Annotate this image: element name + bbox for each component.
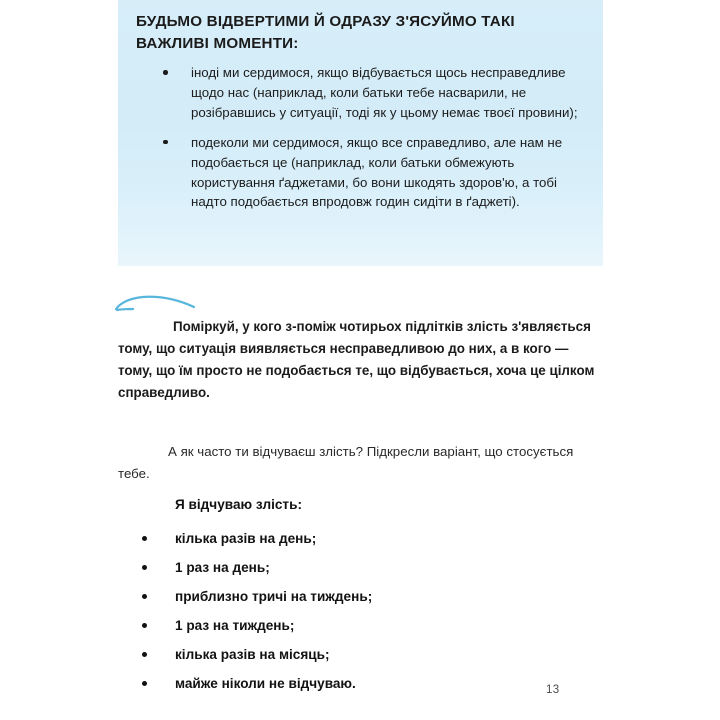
option-item-several-times-a-day[interactable] xyxy=(118,524,605,553)
option-item-almost-never[interactable] xyxy=(118,669,605,698)
option-label: майже ніколи не відчуваю. xyxy=(175,676,356,691)
panel-heading: БУДЬМО ВІДВЕРТИМИ Й ОДРАЗУ З'ЯСУЙМО ТАКІ ВАЖЛИВІ МОМЕНТИ: xyxy=(136,13,515,52)
option-label: приблизно тричі на тиждень; xyxy=(175,589,373,604)
option-label: кілька разів на день; xyxy=(175,531,317,546)
bullet-dot-icon xyxy=(142,536,147,541)
list-item-text: подеколи ми сердимося, якщо все справедливо, але нам не подобається це (наприклад, коли батьки обмежують користування ґаджетами, бо вони шкодять здоров'ю, а тобі надто подобається впродовж годин сидіти в ґаджеті). xyxy=(191,134,563,210)
bullet-dot-icon xyxy=(163,70,168,75)
bullet-dot-icon xyxy=(163,140,168,145)
list-item xyxy=(136,63,587,123)
swoosh-arc-icon xyxy=(114,291,198,317)
bullet-dot-icon xyxy=(142,623,147,628)
options-list xyxy=(118,524,605,698)
option-item-once-a-week[interactable] xyxy=(118,611,605,640)
page-number: 13 xyxy=(546,684,560,696)
option-label: 1 раз на тиждень; xyxy=(175,618,295,633)
options-title: Я відчуваю злість: xyxy=(175,497,302,512)
bullet-dot-icon xyxy=(142,594,147,599)
bullet-dot-icon xyxy=(142,681,147,686)
option-label: кілька разів на місяць; xyxy=(175,647,330,662)
option-item-thrice-a-week[interactable] xyxy=(118,582,605,611)
list-item xyxy=(136,133,587,213)
task-bold-paragraph: Поміркуй, у кого з-поміж чотирьох підлітків злість з'являється тому, що ситуація виявляється несправедливою до них, а в кого — тому, що їм просто не подобається те, що відбувається, хоча це цілком справедливо. xyxy=(118,319,595,400)
panel-bullet-list xyxy=(136,63,587,212)
option-item-several-times-a-month[interactable] xyxy=(118,640,605,669)
option-label: 1 раз на день; xyxy=(175,560,270,575)
option-item-once-a-day[interactable] xyxy=(118,553,605,582)
bullet-dot-icon xyxy=(142,652,147,657)
list-item-text: іноді ми сердимося, якщо відбувається щось несправедливе щодо нас (наприклад, коли батьки тебе насварили, не розібравшись у ситуації, тоді як у цьому немає твоєї провини); xyxy=(191,65,578,120)
highlight-panel xyxy=(118,0,603,266)
task-regular-paragraph: А як часто ти відчуваєш злість? Підкресли варіант, що стосується тебе. xyxy=(118,444,574,481)
bullet-dot-icon xyxy=(142,565,147,570)
